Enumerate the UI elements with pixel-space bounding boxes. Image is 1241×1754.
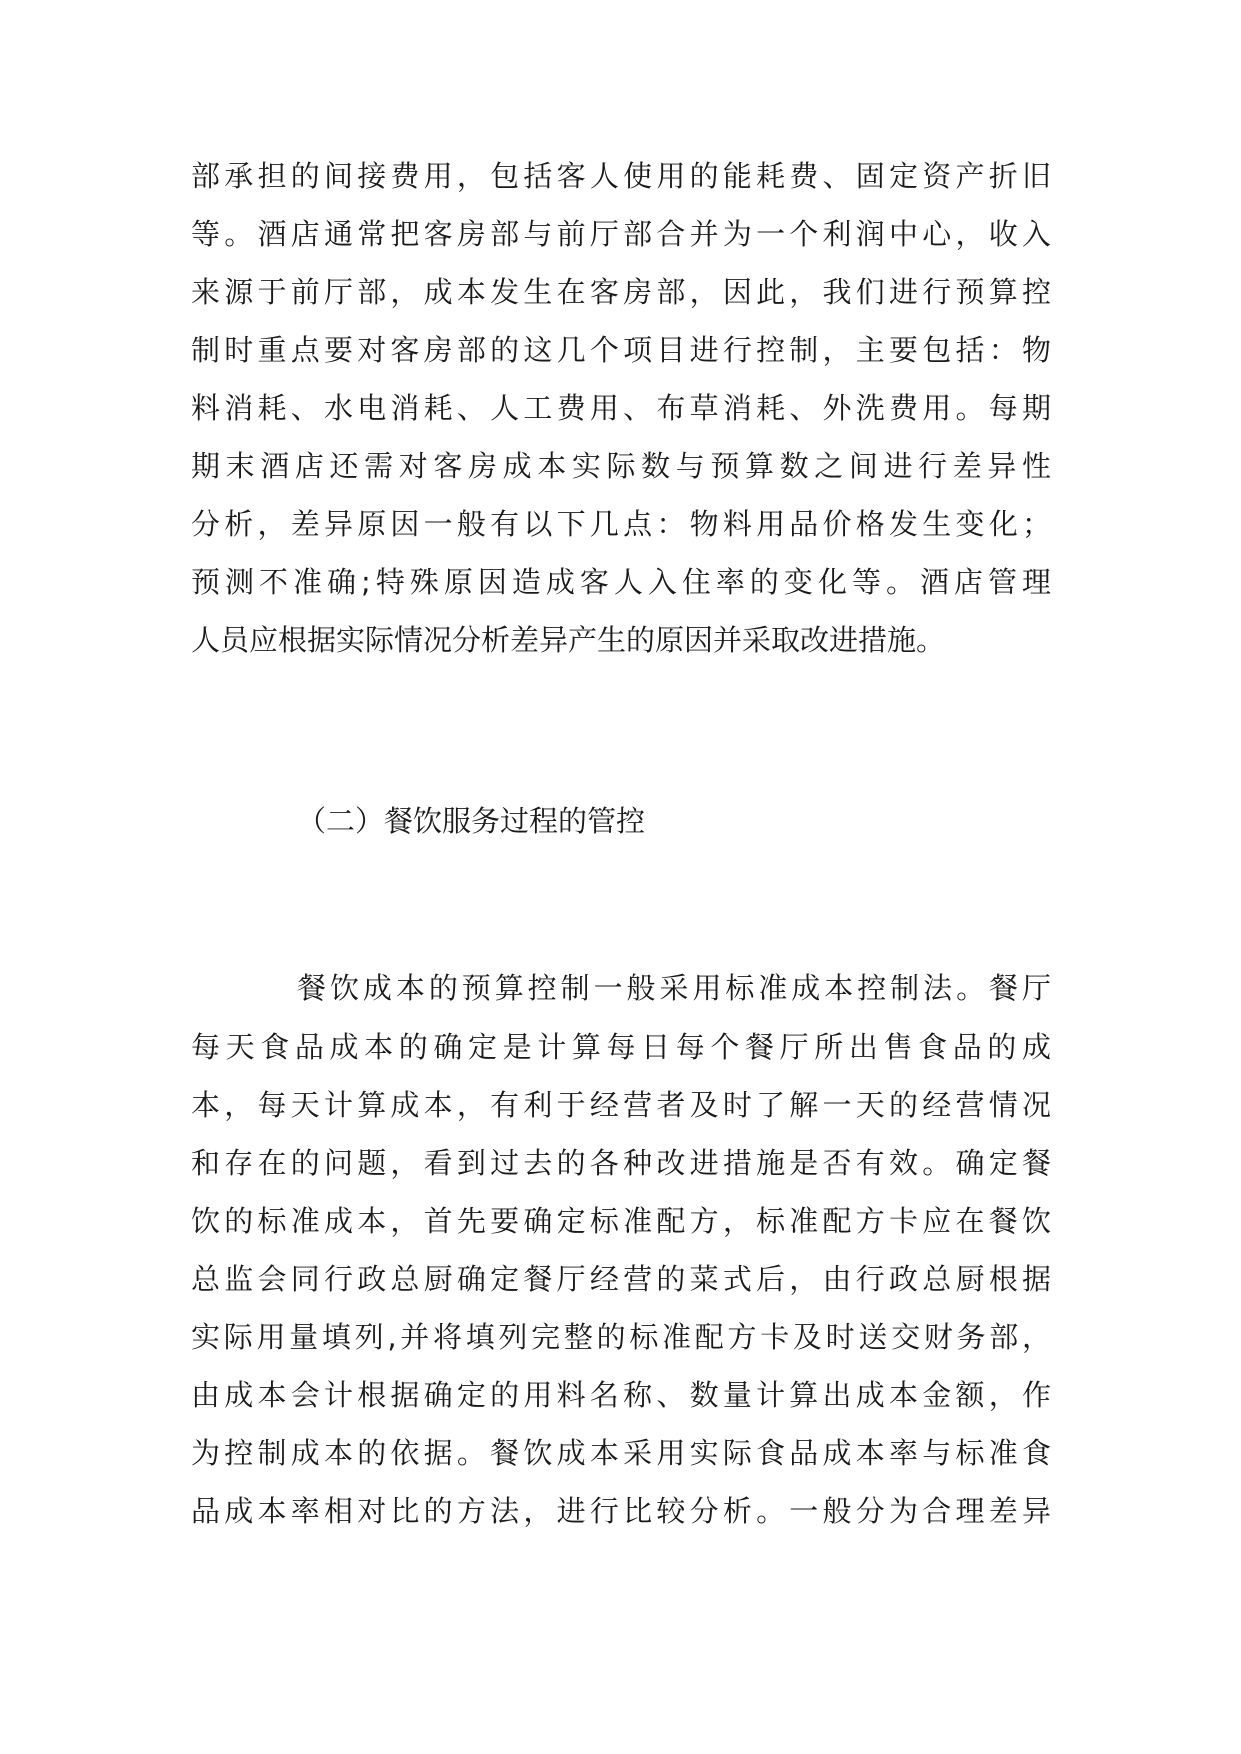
text-line: 来源于前厅部，成本发生在客房部，因此，我们进行预算控 <box>191 275 1051 309</box>
text-line: 和存在的问题，看到过去的各种改进措施是否有效。确定餐 <box>191 1146 1051 1180</box>
text-line: 实际用量填列,并将填列完整的标准配方卡及时送交财务部， <box>191 1320 1051 1354</box>
text-line: 为控制成本的依据。餐饮成本采用实际食品成本率与标准食 <box>191 1436 1051 1470</box>
text-line: 料消耗、水电消耗、人工费用、布草消耗、外洗费用。每期 <box>191 391 1051 425</box>
text-line: 制时重点要对客房部的这几个项目进行控制，主要包括：物 <box>191 333 1051 367</box>
text-line: 部承担的间接费用，包括客人使用的能耗费、固定资产折旧 <box>191 159 1051 193</box>
text-line: 等。酒店通常把客房部与前厅部合并为一个利润中心，收入 <box>191 217 1051 251</box>
text-line: 分析，差异原因一般有以下几点：物料用品价格发生变化； <box>191 507 1051 541</box>
text-line: 品成本率相对比的方法，进行比较分析。一般分为合理差异 <box>191 1494 1051 1528</box>
text-line: 人员应根据实际情况分析差异产生的原因并采取改进措施。 <box>191 623 946 657</box>
text-line: 本，每天计算成本，有利于经营者及时了解一天的经营情况 <box>191 1088 1051 1122</box>
text-line: 总监会同行政总厨确定餐厅经营的菜式后，由行政总厨根据 <box>191 1262 1051 1296</box>
text-line: 每天食品成本的确定是计算每日每个餐厅所出售食品的成 <box>191 1030 1051 1064</box>
text-line: 由成本会计根据确定的用料名称、数量计算出成本金额，作 <box>191 1378 1051 1412</box>
text-line: 期末酒店还需对客房成本实际数与预算数之间进行差异性 <box>191 449 1051 483</box>
text-line: 饮的标准成本，首先要确定标准配方，标准配方卡应在餐饮 <box>191 1204 1051 1238</box>
text-line: 预测不准确;特殊原因造成客人入住率的变化等。酒店管理 <box>191 565 1051 599</box>
section-heading: （二）餐饮服务过程的管控 <box>297 804 646 838</box>
text-line: 餐饮成本的预算控制一般采用标准成本控制法。餐厅 <box>297 971 1051 1005</box>
